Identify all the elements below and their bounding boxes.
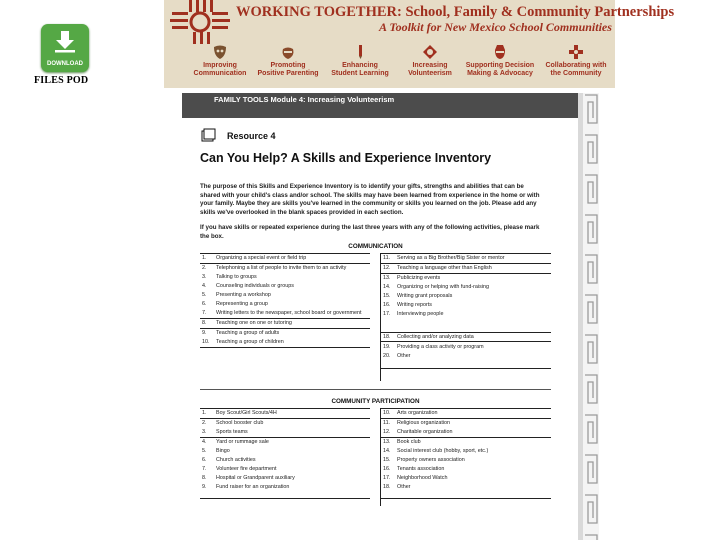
item-number: 14. [383,448,391,455]
item-text: Church activities [216,457,256,464]
sun-icon [422,44,438,60]
nav-label-line1: Increasing [412,62,448,69]
brand-label: FILES POD [34,75,89,86]
nav-collaborating-community[interactable] [540,44,612,78]
item-number: 7. [202,310,207,317]
download-label: DOWNLOAD [47,61,83,67]
nav-label-line1: Improving [203,62,237,69]
item-number: 2. [202,420,207,427]
list-item[interactable] [200,300,370,309]
communication-right-list [381,253,551,369]
list-item[interactable] [381,283,551,292]
item-number: 1. [202,410,207,417]
item-text: Social interest club (hobby, sport, etc.) [397,448,489,455]
item-text: Writing grant proposals [397,293,453,300]
item-number: 12. [383,429,391,436]
item-number: 14. [383,284,391,291]
list-item[interactable] [381,456,551,465]
item-text: Talking to groups [216,274,257,281]
nav-label-line2: Positive Parenting [257,70,319,77]
item-text: Telephoning a list of people to invite them to an activity [216,265,347,272]
list-item[interactable] [381,301,551,310]
list-item[interactable] [381,342,551,351]
item-number: 6. [202,301,207,308]
list-item[interactable] [381,447,551,456]
list-item[interactable] [381,310,551,333]
nav-label-line2: Volunteerism [408,70,452,77]
document-stack-icon [201,128,217,142]
item-number: 16. [383,466,391,473]
item-text: Serving as a Big Brother/Big Sister or mentor [397,255,505,262]
item-number: 10. [383,410,391,417]
nav-label-line2: Student Learning [331,70,389,77]
list-item[interactable] [381,409,551,419]
list-item[interactable] [381,292,551,301]
item-text: Counseling individuals or groups [216,283,294,290]
item-number: 18. [383,333,391,340]
list-item[interactable] [381,474,551,483]
item-text: Tenants association [397,466,445,473]
list-item[interactable] [381,428,551,438]
section-heading: COMMUNITY PARTICIPATION [331,398,420,405]
item-number: 8. [202,475,207,482]
list-item[interactable] [200,309,370,319]
list-item[interactable] [200,483,370,499]
list-item[interactable] [200,254,370,264]
item-number: 11. [383,255,391,262]
list-item[interactable] [200,428,370,438]
resource-label: Resource 4 [227,131,276,141]
item-number: 3. [202,274,207,281]
banner-subtitle: A Toolkit for New Mexico School Communities [379,20,612,34]
item-text: Teaching a group of adults [216,330,280,337]
list-item[interactable] [381,264,551,274]
item-text: Book club [397,439,421,446]
intro-paragraph: The purpose of this Skills and Experience Inventory is to identify your gifts, strengths and abilities that can be shared with your child's class and/or school. The skills may have been learned from experience in the home or with your family. Maybe they are skills you've learned in the community or skills you learned on the job. Please add any skills we've overlooked in the blank spaces provided in each section. [200,183,540,217]
item-text: School booster club [216,420,264,427]
item-number: 3. [202,429,207,436]
list-item[interactable] [200,319,370,329]
item-text: Organizing or helping with fund-raising [397,284,489,291]
item-text: Charitable organization [397,429,453,436]
item-number: 16. [383,302,391,309]
list-item[interactable] [200,447,370,456]
list-item[interactable] [381,419,551,428]
item-number: 9. [202,330,207,337]
list-item[interactable] [200,465,370,474]
item-text: Arts organization [397,410,438,417]
item-text: Writing reports [397,302,432,309]
item-text: Hospital or Grandparent auxiliary [216,475,295,482]
list-item[interactable] [381,351,551,368]
item-number: 6. [202,457,207,464]
greek-key-border [583,93,599,540]
module-header-text: FAMILY TOOLS Module 4: Increasing Volunteerism [214,95,395,104]
item-number: 18. [383,484,391,491]
item-text: Boy Scout/Girl Scouts/4H [216,410,277,417]
nav-decision-making[interactable] [464,44,536,78]
instruction-paragraph: If you have skills or repeated experience during the last three years with any of the following activities, please mark the box. [200,224,540,240]
list-item[interactable] [200,409,370,419]
download-button[interactable] [41,24,89,72]
item-text: Sports teams [216,429,248,436]
nav-label-line2: Communication [193,70,247,77]
document-page [182,93,578,540]
list-item[interactable] [200,438,370,447]
item-number: 7. [202,466,207,473]
item-text: Teaching a language other than English [397,265,492,272]
item-number: 5. [202,448,207,455]
item-number: 15. [383,457,391,464]
item-text: Yard or rummage sale [216,439,269,446]
item-number: 20. [383,352,391,359]
list-item[interactable] [200,456,370,465]
item-text: Religious organization [397,420,451,427]
banner-title: WORKING TOGETHER: School, Family & Community Partnerships [236,4,675,20]
item-text: Teaching a group of children [216,339,284,346]
list-item[interactable] [381,483,551,499]
zia-sun-logo [164,0,236,44]
item-number: 1. [202,255,207,262]
item-number: 17. [383,475,391,482]
list-item[interactable] [200,329,370,338]
list-item[interactable] [381,438,551,447]
item-text: Bingo [216,448,230,455]
list-item[interactable] [200,419,370,428]
nav-label-line2: Making & Advocacy [467,70,533,77]
nav-label-line2: the Community [550,70,602,77]
item-number: 2. [202,265,207,272]
list-item[interactable] [200,338,370,347]
item-number: 5. [202,292,207,299]
column-divider [380,408,381,506]
list-item[interactable] [200,291,370,300]
item-text: Interviewing people [397,311,444,318]
item-number: 4. [202,283,207,290]
item-number: 19. [383,343,391,350]
communication-left-list [200,253,370,348]
section-separator [200,389,551,391]
item-number: 15. [383,293,391,300]
document-title: Can You Help? A Skills and Experience Inventory [200,151,492,165]
item-text: Fund raiser for an organization [216,484,290,491]
vase-icon [492,44,508,60]
community-right-list [381,408,551,499]
nav-label-line1: Enhancing [342,62,378,69]
nav-label-line1: Supporting Decision [465,62,535,69]
nav-label-line1: Collaborating with [545,62,607,69]
list-item[interactable] [381,274,551,283]
list-item[interactable] [381,333,551,343]
list-item[interactable] [200,474,370,483]
item-number: 10. [202,339,210,346]
list-item[interactable] [381,254,551,264]
item-text: Providing a class activity or program [397,343,484,350]
nav-enhancing-learning[interactable] [324,44,396,78]
item-text: Teaching one on one or tutoring [216,320,292,327]
mask-icon [212,44,228,60]
list-item[interactable] [200,273,370,282]
item-text: Presenting a workshop [216,292,271,299]
toolkit-banner [164,0,675,88]
item-text: Other [397,484,411,491]
item-text: Writing letters to the newspaper, school board or government [216,310,362,317]
item-number: 17. [383,311,391,318]
list-item[interactable] [200,264,370,273]
item-number: 13. [383,275,391,282]
nav-label-line1: Promoting [270,62,306,69]
nav-improving-communication[interactable] [184,44,256,78]
pot-icon [280,44,296,60]
item-text: Organizing a special event or field trip [216,255,307,262]
item-text: Volunteer fire department [216,466,277,473]
list-item[interactable] [200,282,370,291]
item-number: 9. [202,484,207,491]
download-arrow-icon [53,29,77,53]
community-left-list [200,408,370,499]
item-text: Neighborhood Watch [397,475,448,482]
nav-increasing-volunteerism[interactable] [394,44,466,78]
item-number: 13. [383,439,391,446]
item-number: 11. [383,420,391,427]
item-number: 4. [202,439,207,446]
section-heading: COMMUNICATION [348,243,403,250]
module-header-bar [182,93,578,118]
item-text: Collecting and/or analyzing data [397,333,474,340]
nav-promoting-parenting[interactable] [252,44,324,78]
item-number: 12. [383,265,391,272]
cross-icon [568,44,584,60]
item-text: Other [397,352,411,359]
item-number: 8. [202,320,207,327]
pencil-icon [352,44,368,60]
item-text: Property owners association [397,457,465,464]
item-text: Representing a group [216,301,268,308]
item-text: Publicizing events [397,275,441,282]
list-item[interactable] [381,465,551,474]
column-divider [380,253,381,381]
